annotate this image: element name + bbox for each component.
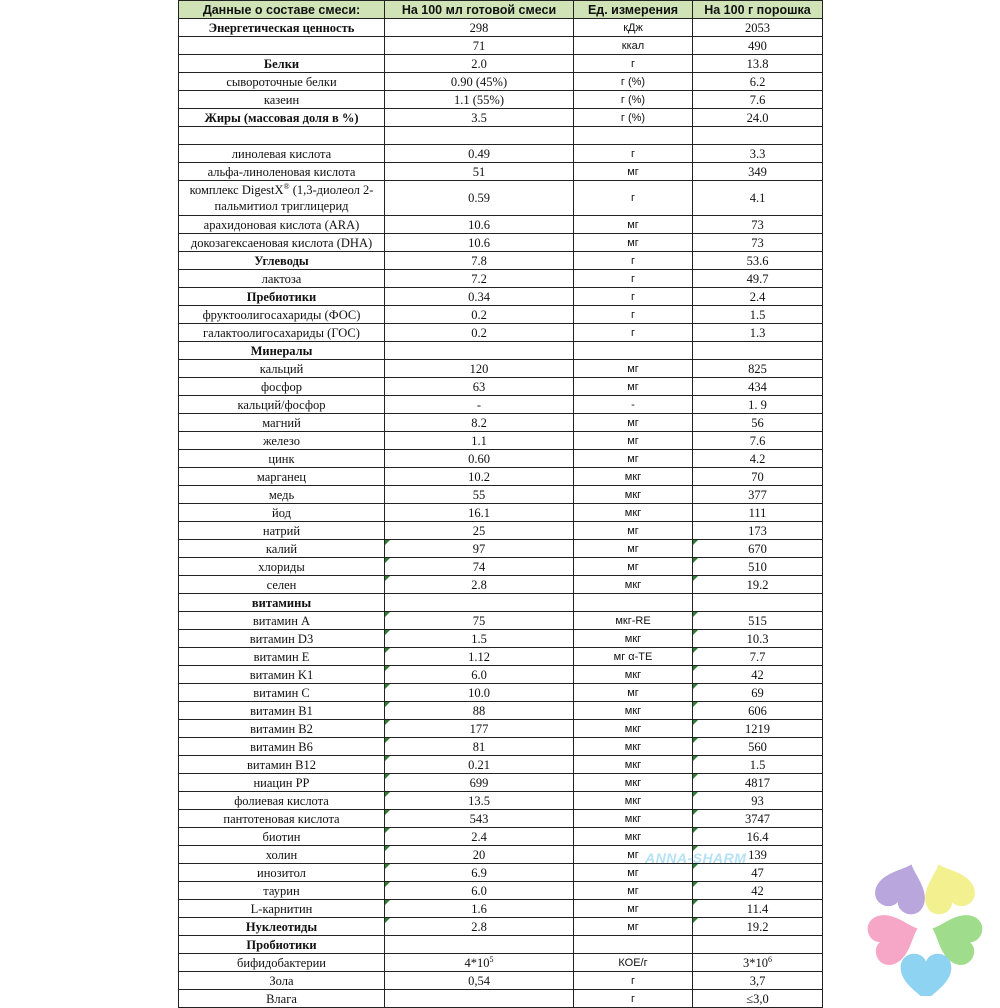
nutrient-name: витамин A (179, 612, 385, 630)
table-row (179, 414, 823, 432)
value-per-100g: 111 (693, 504, 823, 522)
unit-value: мг (574, 684, 693, 702)
unit-value: мг (574, 234, 693, 252)
value-per-100g (693, 594, 823, 612)
nutrient-name: Минералы (179, 342, 385, 360)
unit-value: г (574, 990, 693, 1008)
unit-value: КОЕ/г (574, 954, 693, 972)
unit-value: г (574, 145, 693, 163)
table-row (179, 378, 823, 396)
nutrient-name: L-карнитин (179, 900, 385, 918)
value-per-100ml: 10.6 (385, 234, 574, 252)
value-per-100g: 47 (693, 864, 823, 882)
value-per-100ml: 16.1 (385, 504, 574, 522)
value-per-100ml: 25 (385, 522, 574, 540)
value-per-100ml: 10.6 (385, 216, 574, 234)
nutrient-name: Влага (179, 990, 385, 1008)
unit-value: мкг-RE (574, 612, 693, 630)
header-per-100g: На 100 г порошка (693, 1, 823, 19)
value-per-100g: 560 (693, 738, 823, 756)
value-per-100ml (385, 936, 574, 954)
value-per-100ml: 3.5 (385, 109, 574, 127)
value-per-100ml: 71 (385, 37, 574, 55)
unit-value: мг (574, 414, 693, 432)
unit-value: мг (574, 846, 693, 864)
value-per-100g: 3747 (693, 810, 823, 828)
table-row (179, 127, 823, 145)
nutrient-name: витамин E (179, 648, 385, 666)
nutrient-name: калий (179, 540, 385, 558)
table-row (179, 450, 823, 468)
table-row (179, 432, 823, 450)
value-per-100ml: 0.90 (45%) (385, 73, 574, 91)
nutrient-name: линолевая кислота (179, 145, 385, 163)
value-per-100ml (385, 594, 574, 612)
value-per-100g: 93 (693, 792, 823, 810)
table-row (179, 37, 823, 55)
value-per-100ml: 10.2 (385, 468, 574, 486)
table-row (179, 954, 823, 972)
table-row (179, 612, 823, 630)
table-row (179, 91, 823, 109)
value-per-100ml: 97 (385, 540, 574, 558)
unit-value: мкг (574, 666, 693, 684)
value-per-100g: 825 (693, 360, 823, 378)
unit-value (574, 594, 693, 612)
unit-value: мг (574, 450, 693, 468)
unit-value: мг (574, 216, 693, 234)
value-per-100g: 7.6 (693, 432, 823, 450)
unit-value: г (%) (574, 73, 693, 91)
table-row (179, 756, 823, 774)
value-per-100g: 70 (693, 468, 823, 486)
table-row (179, 828, 823, 846)
value-per-100ml: 0.2 (385, 324, 574, 342)
nutrient-name: биотин (179, 828, 385, 846)
nutrient-name: витамин D3 (179, 630, 385, 648)
value-per-100ml: 0.49 (385, 145, 574, 163)
value-per-100ml: 0.2 (385, 306, 574, 324)
value-per-100ml: 51 (385, 163, 574, 181)
nutrient-name: железо (179, 432, 385, 450)
value-per-100ml: 1.5 (385, 630, 574, 648)
value-per-100g: 2.4 (693, 288, 823, 306)
value-per-100g: 606 (693, 702, 823, 720)
watermark: ANNA-SHARM (645, 850, 747, 866)
value-per-100g: 16.4 (693, 828, 823, 846)
table-row (179, 504, 823, 522)
value-per-100ml: 177 (385, 720, 574, 738)
table-row (179, 882, 823, 900)
value-per-100g: ≤3,0 (693, 990, 823, 1008)
nutrient-name: витамин B1 (179, 702, 385, 720)
value-per-100g: 4817 (693, 774, 823, 792)
unit-value: мкг (574, 828, 693, 846)
table-row (179, 163, 823, 181)
table-row (179, 630, 823, 648)
table-row (179, 216, 823, 234)
nutrient-name: холин (179, 846, 385, 864)
value-per-100g (693, 342, 823, 360)
value-per-100g: 434 (693, 378, 823, 396)
value-per-100ml (385, 990, 574, 1008)
unit-value: мкг (574, 774, 693, 792)
nutrient-name: витамин B2 (179, 720, 385, 738)
petal-yellow (915, 862, 979, 918)
nutrient-name: витамин C (179, 684, 385, 702)
nutrient-name: таурин (179, 882, 385, 900)
table-row (179, 792, 823, 810)
nutrient-name: Пробиотики (179, 936, 385, 954)
unit-value: мкг (574, 576, 693, 594)
value-per-100g: 7.7 (693, 648, 823, 666)
table-row (179, 396, 823, 414)
value-per-100ml: 7.2 (385, 270, 574, 288)
value-per-100ml: 0,54 (385, 972, 574, 990)
value-per-100ml: 1.12 (385, 648, 574, 666)
value-per-100g: 6.2 (693, 73, 823, 91)
nutrient-name: витамины (179, 594, 385, 612)
nutrient-name: сывороточные белки (179, 73, 385, 91)
value-per-100ml: 6.9 (385, 864, 574, 882)
value-per-100g: 73 (693, 216, 823, 234)
table-row (179, 720, 823, 738)
value-per-100g: 349 (693, 163, 823, 181)
nutrient-name: Энергетическая ценность (179, 19, 385, 37)
nutrient-name: кальций/фосфор (179, 396, 385, 414)
value-per-100ml: $4*10^5$ (385, 954, 574, 972)
table-row (179, 990, 823, 1008)
value-per-100ml: 120 (385, 360, 574, 378)
value-per-100g: 69 (693, 684, 823, 702)
nutrient-name: йод (179, 504, 385, 522)
value-per-100ml: 2.8 (385, 918, 574, 936)
value-per-100ml: 6.0 (385, 882, 574, 900)
nutrient-name: хлориды (179, 558, 385, 576)
value-per-100g (693, 127, 823, 145)
value-per-100ml: 10.0 (385, 684, 574, 702)
value-per-100g (693, 936, 823, 954)
nutrient-name: Углеводы (179, 252, 385, 270)
unit-value: кДж (574, 19, 693, 37)
header-per-100ml: На 100 мл готовой смеси (385, 1, 574, 19)
table-row (179, 342, 823, 360)
table-row (179, 181, 823, 216)
value-per-100g: 1.5 (693, 306, 823, 324)
unit-value: мг (574, 163, 693, 181)
table-row (179, 306, 823, 324)
unit-value: г (574, 324, 693, 342)
value-per-100ml: 55 (385, 486, 574, 504)
nutrient-name: инозитол (179, 864, 385, 882)
table-row (179, 109, 823, 127)
table-row (179, 594, 823, 612)
table-row (179, 522, 823, 540)
value-per-100g: 2053 (693, 19, 823, 37)
nutrient-name: арахидоновая кислота (ARA) (179, 216, 385, 234)
unit-value: мкг (574, 504, 693, 522)
table-row (179, 324, 823, 342)
value-per-100ml: - (385, 396, 574, 414)
table-row (179, 73, 823, 91)
table-row (179, 738, 823, 756)
unit-value: г (574, 306, 693, 324)
value-per-100ml: 0.59 (385, 181, 574, 216)
table-row (179, 486, 823, 504)
value-per-100g: 53.6 (693, 252, 823, 270)
unit-value: мкг (574, 630, 693, 648)
nutrient-name: витамин B12 (179, 756, 385, 774)
nutrient-name: бифидобактерии (179, 954, 385, 972)
table-row (179, 558, 823, 576)
value-per-100ml: 1.6 (385, 900, 574, 918)
value-per-100ml: 1.1 (55%) (385, 91, 574, 109)
value-per-100ml: 0.60 (385, 450, 574, 468)
nutrient-name: галактоолигосахариды (ГОС) (179, 324, 385, 342)
table-row (179, 864, 823, 882)
table-row (179, 19, 823, 37)
value-per-100g: 490 (693, 37, 823, 55)
value-per-100g: 173 (693, 522, 823, 540)
value-per-100ml (385, 342, 574, 360)
value-per-100ml: 8.2 (385, 414, 574, 432)
unit-value: мкг (574, 720, 693, 738)
table-row (179, 666, 823, 684)
table-row (179, 252, 823, 270)
unit-value: г (574, 288, 693, 306)
table-row (179, 900, 823, 918)
value-per-100g: $3*10^6$ (693, 954, 823, 972)
table-row (179, 360, 823, 378)
table-row (179, 648, 823, 666)
unit-value: мкг (574, 792, 693, 810)
value-per-100g: 42 (693, 882, 823, 900)
nutrient-name: фосфор (179, 378, 385, 396)
unit-value: г (574, 270, 693, 288)
petal-purple (871, 862, 935, 918)
value-per-100ml (385, 127, 574, 145)
value-per-100ml: 2.4 (385, 828, 574, 846)
unit-value: г (574, 55, 693, 73)
value-per-100ml: 20 (385, 846, 574, 864)
nutrient-name (179, 37, 385, 55)
petal-blue (901, 954, 952, 996)
table-row (179, 810, 823, 828)
value-per-100g: 4.1 (693, 181, 823, 216)
value-per-100ml: 75 (385, 612, 574, 630)
nutrient-name: марганец (179, 468, 385, 486)
unit-value: мкг (574, 702, 693, 720)
nutrient-name: медь (179, 486, 385, 504)
unit-value: г (574, 181, 693, 216)
unit-value: - (574, 396, 693, 414)
nutrient-name: Нуклеотиды (179, 918, 385, 936)
value-per-100ml: 0.21 (385, 756, 574, 774)
value-per-100ml: 2.0 (385, 55, 574, 73)
table-row (179, 576, 823, 594)
nutrient-name: пантотеновая кислота (179, 810, 385, 828)
value-per-100ml: 1.1 (385, 432, 574, 450)
value-per-100g: 13.8 (693, 55, 823, 73)
value-per-100g: 1219 (693, 720, 823, 738)
unit-value: г (%) (574, 109, 693, 127)
nutrient-name: Зола (179, 972, 385, 990)
nutrient-name: Пребиотики (179, 288, 385, 306)
nutrient-name: натрий (179, 522, 385, 540)
table-header-row (179, 1, 823, 19)
table-row (179, 540, 823, 558)
unit-value (574, 127, 693, 145)
value-per-100g: 73 (693, 234, 823, 252)
nutrient-name: витамин B6 (179, 738, 385, 756)
unit-value: мг (574, 900, 693, 918)
value-per-100g: 1.5 (693, 756, 823, 774)
value-per-100ml: 88 (385, 702, 574, 720)
nutrient-name: Жиры (массовая доля в %) (179, 109, 385, 127)
value-per-100g: 19.2 (693, 918, 823, 936)
nutrient-name: докозагексаеновая кислота (DHA) (179, 234, 385, 252)
unit-value: мкг (574, 756, 693, 774)
table-row (179, 270, 823, 288)
unit-value: мг (574, 522, 693, 540)
nutrient-name: комплекс DigestX® (1,3-диолеол 2-пальмитиол триглицерид (179, 181, 385, 216)
nutrient-name: казеин (179, 91, 385, 109)
nutrient-name: селен (179, 576, 385, 594)
unit-value: мг (574, 378, 693, 396)
table-row (179, 774, 823, 792)
value-per-100g: 7.6 (693, 91, 823, 109)
table-row (179, 936, 823, 954)
table-row (179, 918, 823, 936)
table-row (179, 145, 823, 163)
value-per-100g: 4.2 (693, 450, 823, 468)
table-row (179, 972, 823, 990)
nutrient-name: магний (179, 414, 385, 432)
value-per-100g: 377 (693, 486, 823, 504)
unit-value: г (%) (574, 91, 693, 109)
value-per-100g: 49.7 (693, 270, 823, 288)
value-per-100g: 19.2 (693, 576, 823, 594)
value-per-100ml: 699 (385, 774, 574, 792)
value-per-100g: 24.0 (693, 109, 823, 127)
table-row (179, 234, 823, 252)
value-per-100g: 10.3 (693, 630, 823, 648)
value-per-100g: 56 (693, 414, 823, 432)
value-per-100ml: 63 (385, 378, 574, 396)
unit-value: мг (574, 864, 693, 882)
header-composition: Данные о составе смеси: (179, 1, 385, 19)
unit-value: г (574, 972, 693, 990)
value-per-100ml: 298 (385, 19, 574, 37)
heart-flower-logo (856, 862, 996, 996)
value-per-100g: 139 (693, 846, 823, 864)
unit-value: мг (574, 432, 693, 450)
value-per-100g: 510 (693, 558, 823, 576)
nutrient-name: Белки (179, 55, 385, 73)
unit-value: мг α-TE (574, 648, 693, 666)
unit-value: мг (574, 882, 693, 900)
table-row (179, 55, 823, 73)
value-per-100ml: 2.8 (385, 576, 574, 594)
value-per-100g: 515 (693, 612, 823, 630)
unit-value: мг (574, 540, 693, 558)
nutrient-name: витамин K1 (179, 666, 385, 684)
value-per-100ml: 13.5 (385, 792, 574, 810)
table-row (179, 288, 823, 306)
nutrient-name: ниацин PP (179, 774, 385, 792)
unit-value: ккал (574, 37, 693, 55)
value-per-100g: 3.3 (693, 145, 823, 163)
nutrient-name: лактоза (179, 270, 385, 288)
nutrient-name: фруктоолигосахариды (ФОС) (179, 306, 385, 324)
unit-value: мкг (574, 810, 693, 828)
value-per-100g: 1. 9 (693, 396, 823, 414)
table-row (179, 702, 823, 720)
nutrient-name: цинк (179, 450, 385, 468)
table-row (179, 468, 823, 486)
unit-value: мкг (574, 486, 693, 504)
unit-value: мг (574, 558, 693, 576)
unit-value (574, 342, 693, 360)
value-per-100g: 11.4 (693, 900, 823, 918)
unit-value: мкг (574, 468, 693, 486)
value-per-100ml: 7.8 (385, 252, 574, 270)
value-per-100g: 3,7 (693, 972, 823, 990)
value-per-100ml: 0.34 (385, 288, 574, 306)
unit-value (574, 936, 693, 954)
value-per-100ml: 81 (385, 738, 574, 756)
unit-value: мг (574, 360, 693, 378)
nutrient-name (179, 127, 385, 145)
value-per-100g: 670 (693, 540, 823, 558)
value-per-100g: 1.3 (693, 324, 823, 342)
table-row (179, 684, 823, 702)
value-per-100ml: 543 (385, 810, 574, 828)
unit-value: мкг (574, 738, 693, 756)
value-per-100g: 42 (693, 666, 823, 684)
value-per-100ml: 74 (385, 558, 574, 576)
nutrient-name: альфа-линоленовая кислота (179, 163, 385, 181)
unit-value: мг (574, 918, 693, 936)
unit-value: г (574, 252, 693, 270)
header-unit: Ед. измерения (574, 1, 693, 19)
nutrient-name: кальций (179, 360, 385, 378)
nutrient-name: фолиевая кислота (179, 792, 385, 810)
value-per-100ml: 6.0 (385, 666, 574, 684)
